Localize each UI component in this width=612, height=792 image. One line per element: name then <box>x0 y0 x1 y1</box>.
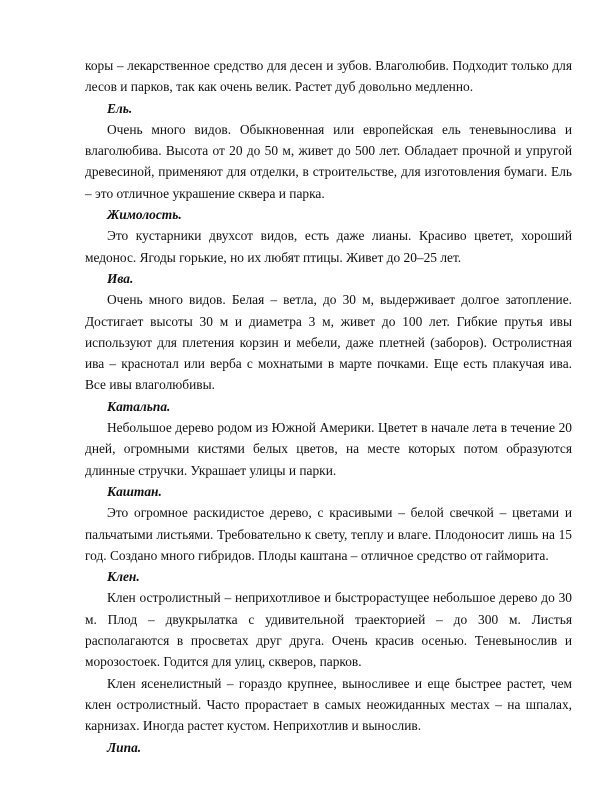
paragraph-maple-ash-leaved: Клен ясенелистный – гораздо крупнее, выносливее и еще быстрее растет, чем клен остролистный. Часто прорастает в самых неожиданных местах – на шпалах, карнизах. Иногда растет кустом. Неприхотлив и вынослив. <box>85 675 572 734</box>
paragraph-honeysuckle: Это кустарники двухсот видов, есть даже лианы. Красиво цветет, хороший медонос. Ягоды горькие, но их любят птицы. Живет до 20–25 лет. <box>85 228 572 265</box>
paragraph-spruce: Очень много видов. Обыкновенная или европейская ель теневыносливa и влаголюбива. Высота от 20 до 50 м, живет до 500 лет. Обладает прочной и упругой древесиной, применяют для отделки, в строительстве, для изготовления бумаги. Ель – это отличное украшение сквера и парка. <box>85 121 572 201</box>
heading-maple: Клен. <box>107 569 140 585</box>
heading-willow: Ива. <box>107 270 134 286</box>
heading-catalpa: Катальпа. <box>107 398 171 414</box>
paragraph-willow: Очень много видов. Белая – ветла, до 30 м, выдерживает долгое затопление. Достигает высоты 30 м и диаметра 3 м, живет до 100 лет. Гибкие прутья ивы используют для плетения корзин и мебели, даже плетней (заборов). Остролистная ива – краснотал или верба с мохнатыми в марте почками. Еще есть плакучая ива. Все ивы влаголюбивы. <box>85 292 572 393</box>
heading-honeysuckle: Жимолость. <box>107 207 182 223</box>
paragraph-maple-norway: Клен остролистный – неприхотливое и быстрорастущее небольшое дерево до 30 м. Плод – двукрылатка с удивительной траекторией – до 300 м. Листья располагаются в просветах друг друга. Очень красив осенью. Теневынослив и морозостоек. Годится для улиц, скверов, парков. <box>85 590 572 670</box>
heading-spruce: Ель. <box>107 100 133 116</box>
heading-linden: Липа. <box>107 739 142 755</box>
paragraph-chestnut: Это огромное раскидистое дерево, с красивыми – белой свечкой – цветами и пальчатыми листьями. Требовательно к свету, теплу и влаге. Плодоносит лишь на 15 год. Создано много гибридов. Плоды каштана – отличное средство от гайморита. <box>85 505 572 563</box>
paragraph-catalpa: Небольшое дерево родом из Южной Америки. Цветет в начале лета в течение 20 дней, огромными кистями белых цветов, на месте которых потом образуются длинные стручки. Украшает улицы и парки. <box>85 420 572 478</box>
paragraph-oak-continuation: коры – лекарственное средство для десен и зубов. Влаголюбив. Подходит только для лесов и парков, так как очень велик. Растет дуб довольно медленно. <box>85 58 572 95</box>
heading-chestnut: Каштан. <box>107 483 162 499</box>
text-column <box>85 55 572 758</box>
